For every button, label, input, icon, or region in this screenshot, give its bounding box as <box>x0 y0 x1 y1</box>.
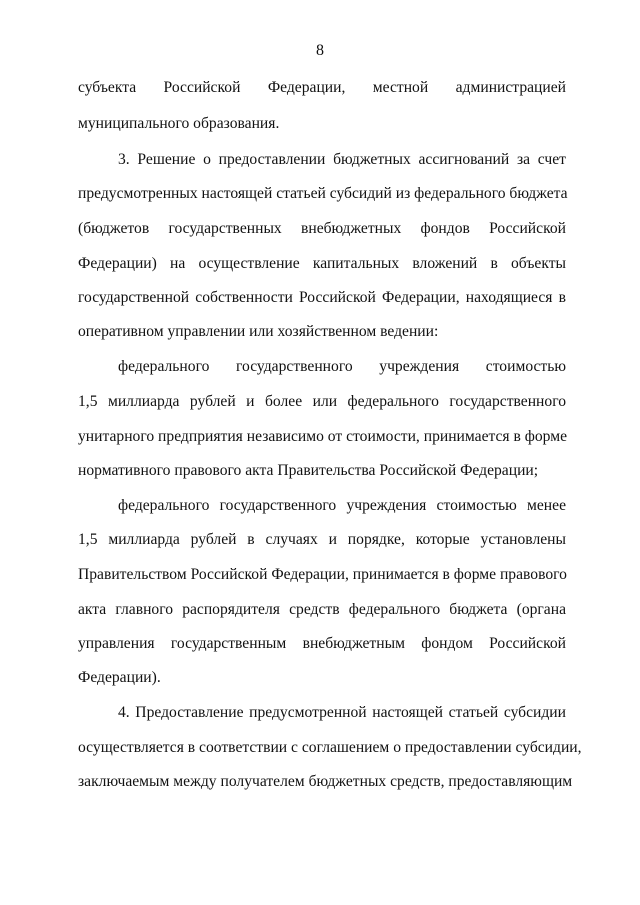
text-line: государственной собственности Российской Федерации, находящиеся в <box>78 289 566 306</box>
page-number: 8 <box>316 42 324 59</box>
text-line: 1,5 миллиарда рублей и более или федерального государственного <box>78 393 566 410</box>
text-line: Федерации) на осуществление капитальных вложений в объекты <box>78 255 566 272</box>
text-line: оперативном управлении или хозяйственном ведении: <box>78 323 439 340</box>
text-line: Федерации). <box>78 669 161 686</box>
list-item-start: федерального государственного учреждения стоимостью менее <box>118 497 566 514</box>
text-line: унитарного предприятия независимо от стоимости, принимается в форме <box>78 428 568 445</box>
text-line: осуществляется в соответствии с соглашением о предоставлении субсидии, <box>78 739 582 756</box>
paragraph-3-start: 3. Решение о предоставлении бюджетных ассигнований за счет <box>118 151 566 168</box>
text-line: муниципального образования. <box>78 115 280 132</box>
text-line: Правительством Российской Федерации, принимается в форме правового <box>78 566 567 583</box>
text-line: заключаемым между получателем бюджетных средств, предоставляющим <box>78 773 573 790</box>
text-line: управления государственным внебюджетным фондом Российской <box>78 635 566 652</box>
text-line: (бюджетов государственных внебюджетных фондов Российской <box>78 220 566 237</box>
list-item-start: федерального государственного учреждения стоимостью <box>118 358 566 375</box>
text-line: 1,5 миллиарда рублей в случаях и порядке, которые установлены <box>78 531 566 548</box>
paragraph-4-start: 4. Предоставление предусмотренной настоящей статьей субсидии <box>118 704 566 721</box>
text-line: акта главного распорядителя средств федерального бюджета (органа <box>78 601 566 618</box>
text-line: нормативного правового акта Правительства Российской Федерации; <box>78 462 539 479</box>
text-line: субъекта Российской Федерации, местной администрацией <box>78 79 566 96</box>
text-line: предусмотренных настоящей статьей субсидий из федерального бюджета <box>78 185 568 202</box>
